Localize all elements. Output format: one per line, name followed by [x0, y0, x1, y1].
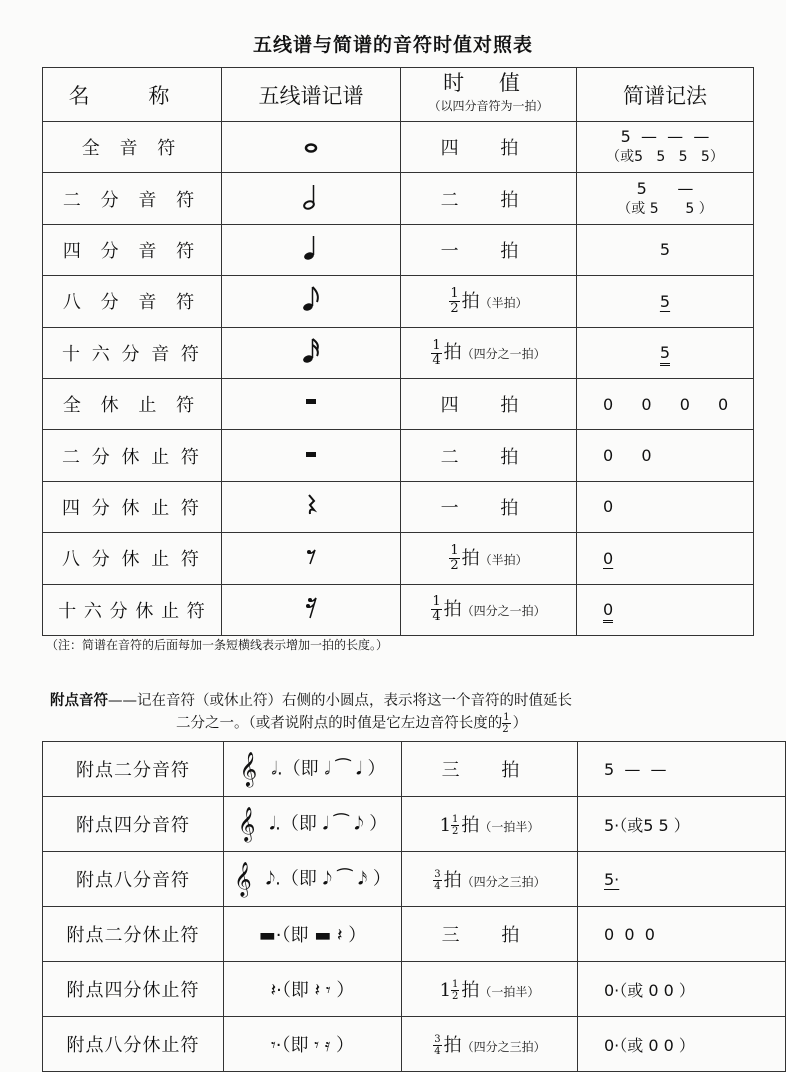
row-jianpu: 5 — — — [578, 742, 786, 797]
row-name: 四 分 音 符 — [43, 224, 222, 275]
header-name: 名 称 — [43, 68, 222, 122]
table-row — [43, 797, 786, 852]
row-beat: $\frac{1}{4}$ 拍（四分之一拍） — [401, 584, 577, 635]
row-beat: $\frac{1}{2}$ 拍（半拍） — [401, 276, 577, 327]
row-beat: 一 拍 — [401, 481, 577, 532]
table-row — [43, 852, 786, 907]
row-beat: 三 拍 — [402, 907, 578, 962]
row-name: 附点四分音符 — [43, 797, 224, 852]
table-header-row — [43, 68, 754, 122]
row-beat: 三 拍 — [402, 742, 578, 797]
row-jianpu: 5 — [577, 327, 754, 378]
half-note-icon — [222, 173, 401, 224]
table-row — [43, 276, 754, 327]
row-jianpu: 5 — [577, 276, 754, 327]
half-rest-icon — [222, 430, 401, 481]
table-row — [43, 481, 754, 532]
treble-clef-icon: 𝄞 — [237, 806, 256, 842]
row-beat: 二 拍 — [401, 173, 577, 224]
note-value-table — [42, 67, 754, 636]
eighth-rest-icon — [222, 533, 401, 584]
dotted-note-table — [42, 741, 786, 1072]
table-row — [43, 378, 754, 429]
table-row — [43, 122, 754, 173]
page-title: 五线谱与简谱的音符时值对照表 — [252, 34, 533, 56]
row-jianpu: 5 — （或 5 5 ） — [577, 173, 754, 224]
row-beat: 四 拍 — [401, 122, 577, 173]
row-beat: $\frac{3}{4}$ 拍（四分之三拍） — [402, 852, 578, 907]
sixteenth-note-icon — [222, 327, 401, 378]
table-row — [43, 742, 786, 797]
row-name: 八 分 音 符 — [43, 276, 222, 327]
row-beat: $\frac{1}{2}$ 拍（半拍） — [401, 533, 577, 584]
row-jianpu: 0 — [577, 584, 754, 635]
row-beat: 1 $\frac{1}{2}$ 拍（一拍半） — [402, 962, 578, 1017]
sixteenth-rest-icon — [222, 584, 401, 635]
table-row — [43, 327, 754, 378]
table-row — [43, 224, 754, 275]
row-name: 八 分 休 止 符 — [43, 533, 222, 584]
table-row — [43, 962, 786, 1017]
table-row — [43, 430, 754, 481]
row-name: 四 分 休 止 符 — [43, 481, 222, 532]
table-row — [43, 907, 786, 962]
row-jianpu: 5 — — — （或5 5 5 5） — [577, 122, 754, 173]
row-jianpu: 5· — [578, 852, 786, 907]
row-jianpu: 0 0 0 0 — [577, 378, 754, 429]
row-staff: 𝄽·（即 𝄽 𝄾 ） — [224, 962, 402, 1017]
row-name: 附点八分休止符 — [43, 1017, 224, 1072]
row-jianpu: 0 — [577, 533, 754, 584]
quarter-rest-icon — [222, 481, 401, 532]
table-row — [43, 584, 754, 635]
row-jianpu: 5 — [577, 224, 754, 275]
row-name: 二 分 休 止 符 — [43, 430, 222, 481]
treble-clef-icon: 𝄞 — [234, 861, 252, 897]
whole-note-icon — [222, 122, 401, 173]
row-beat: $\frac{3}{4}$ 拍（四分之三拍） — [402, 1017, 578, 1072]
row-beat: 1 $\frac{1}{2}$ 拍（一拍半） — [402, 797, 578, 852]
dotted-term: 附点音符 — [50, 693, 108, 709]
table-row — [43, 173, 754, 224]
row-staff: 𝄞 𝅗𝅥.（即 𝅗𝅥 ⁀ 𝅘𝅥 ） — [224, 742, 402, 797]
row-name: 十 六 分 休 止 符 — [43, 584, 222, 635]
header-jianpu: 简谱记法 — [577, 68, 754, 122]
row-jianpu: 0 — [577, 481, 754, 532]
row-beat: 二 拍 — [401, 430, 577, 481]
row-staff: 𝄾·（即 𝄾 𝄿 ） — [224, 1017, 402, 1072]
row-jianpu: 0·（或 0 0 ） — [578, 962, 786, 1017]
row-jianpu: 0 0 0 — [578, 907, 786, 962]
row-name: 二 分 音 符 — [43, 173, 222, 224]
quarter-note-icon — [222, 224, 401, 275]
row-beat: 一 拍 — [401, 224, 577, 275]
row-name: 附点四分休止符 — [43, 962, 224, 1017]
row-staff: ▬·（即 ▬ 𝄽 ） — [224, 907, 402, 962]
row-staff: 𝄞 𝅘𝅥𝅮.（即 𝅘𝅥𝅮 ⁀ 𝅘𝅥𝅯 ） — [224, 852, 402, 907]
row-name: 附点二分休止符 — [43, 907, 224, 962]
dotted-note-description: 附点音符——记在音符（或休止符）右侧的小圆点，表示将这一个音符的时值延长 二分之一。（或者说附点的时值是它左边音符长度的 $\frac{1}{2}$ ） — [50, 693, 572, 735]
row-beat: 四 拍 — [401, 378, 577, 429]
row-name: 全 音 符 — [43, 122, 222, 173]
header-value: 时 值 （以四分音符为一拍） — [401, 68, 577, 122]
footnote: （注：简谱在音符的后面每加一条短横线表示增加一拍的长度。） — [46, 638, 389, 652]
row-name: 全 休 止 符 — [43, 378, 222, 429]
whole-rest-icon — [222, 378, 401, 429]
eighth-note-icon — [222, 276, 401, 327]
row-jianpu: 5·（或5 5 ） — [578, 797, 786, 852]
row-name: 十 六 分 音 符 — [43, 327, 222, 378]
row-name: 附点八分音符 — [43, 852, 224, 907]
row-staff: 𝄞 𝅘𝅥.（即 𝅘𝅥 ⁀ 𝅘𝅥𝅮 ） — [224, 797, 402, 852]
table-row — [43, 533, 754, 584]
header-staff: 五线谱记谱 — [222, 68, 401, 122]
row-jianpu: 0 0 — [577, 430, 754, 481]
row-beat: $\frac{1}{4}$ 拍（四分之一拍） — [401, 327, 577, 378]
row-name: 附点二分音符 — [43, 742, 224, 797]
row-jianpu: 0·（或 0 0 ） — [578, 1017, 786, 1072]
table-row — [43, 1017, 786, 1072]
treble-clef-icon: 𝄞 — [239, 751, 258, 787]
